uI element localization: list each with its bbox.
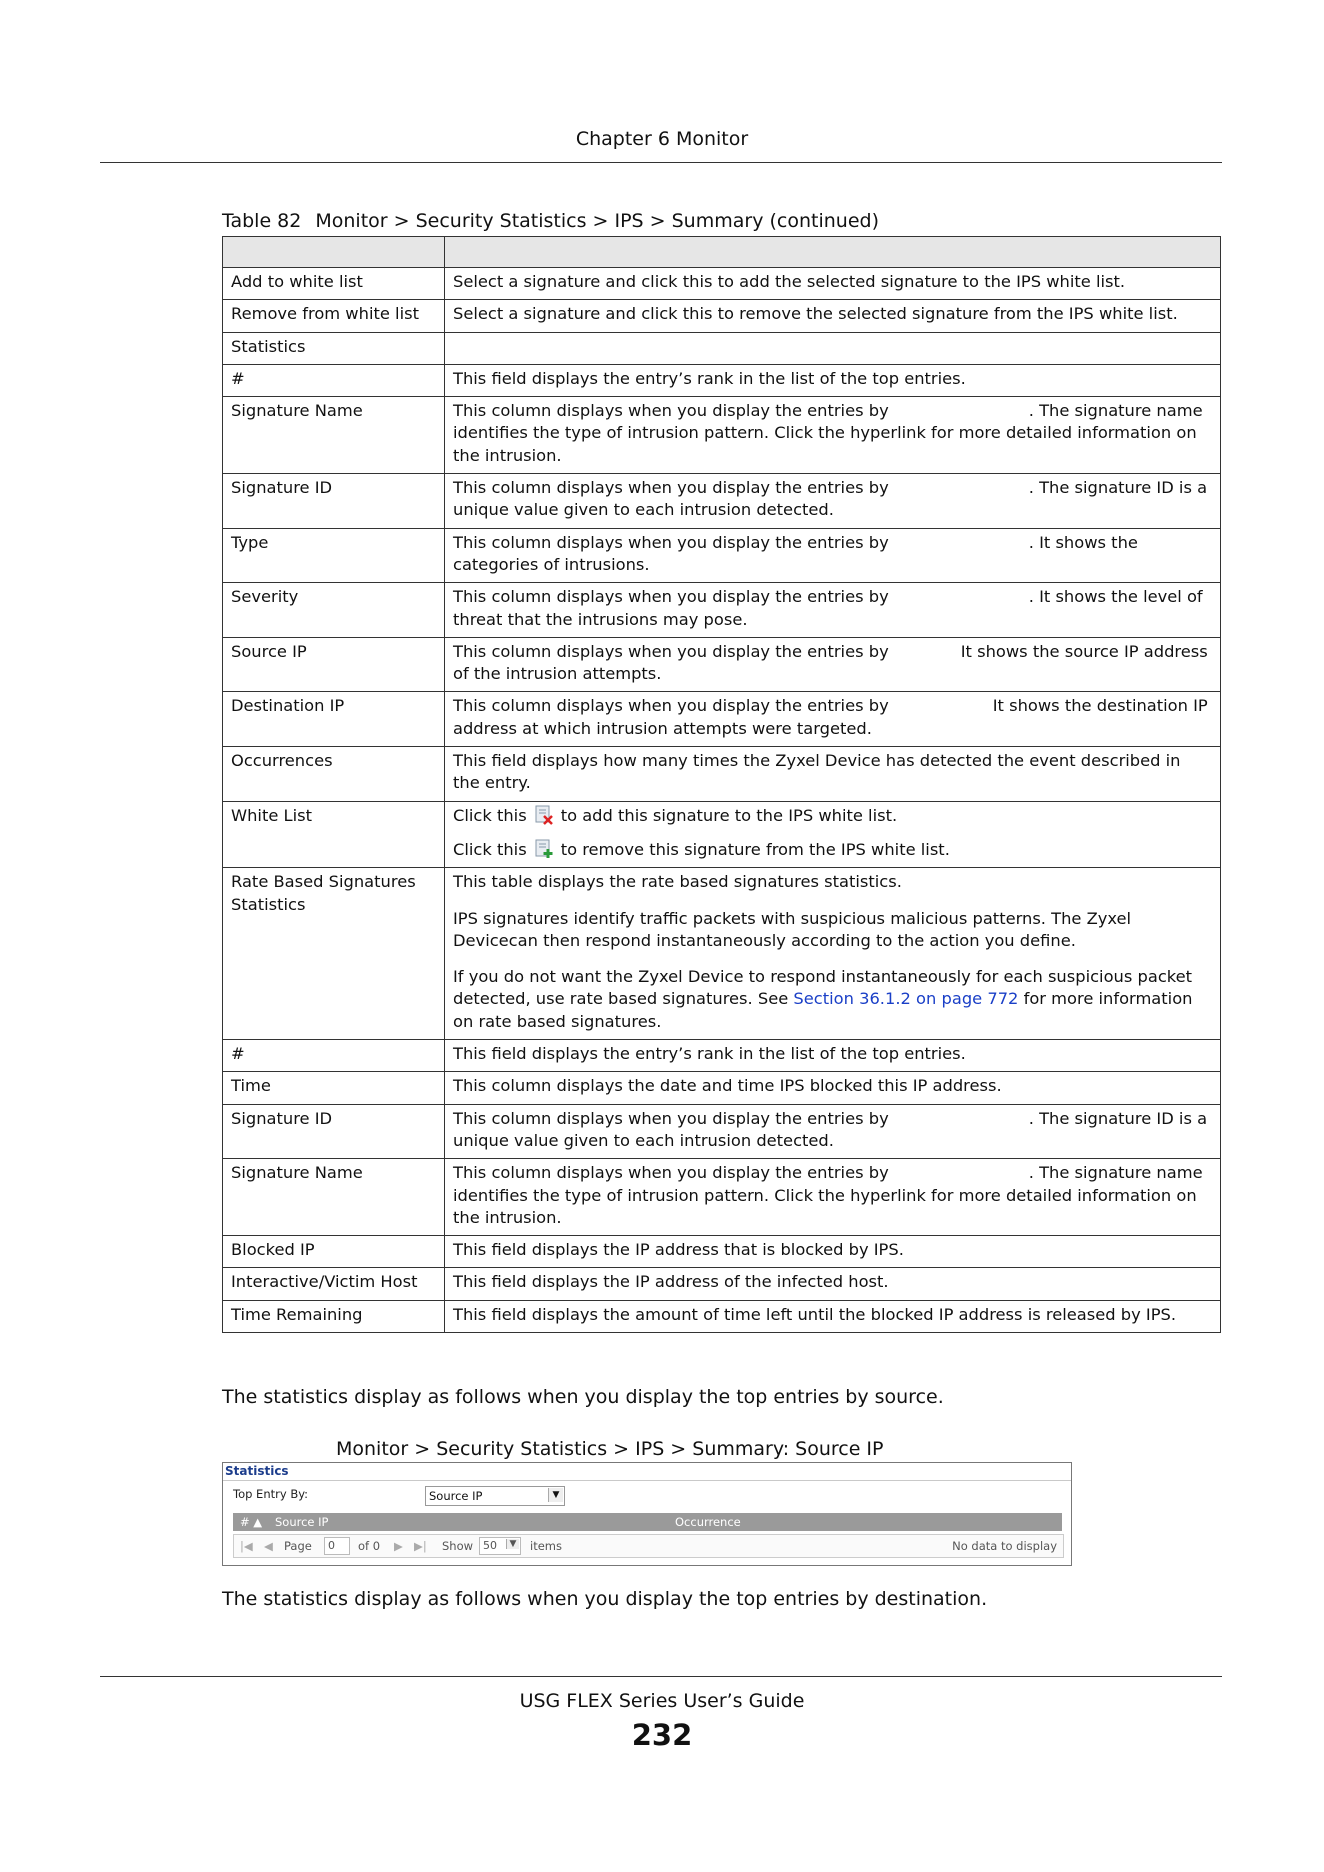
header-rule bbox=[100, 162, 1222, 163]
table-row bbox=[223, 332, 1221, 364]
table-row bbox=[223, 474, 1221, 529]
desc-part: . The signature ID is a unique value given to each intrusion detected. bbox=[453, 1108, 1208, 1150]
row-description: Select a signature and click this to add the selected signature to the IPS white list. bbox=[445, 268, 1221, 300]
figure-caption: Monitor > Security Statistics > IPS > Summary: Source IP bbox=[336, 1438, 884, 1460]
desc-part: This column displays when you display the entries by bbox=[453, 401, 889, 421]
row-description bbox=[445, 637, 1221, 692]
row-label: # bbox=[223, 364, 445, 396]
row-label: Signature ID bbox=[223, 474, 445, 529]
pager-bar bbox=[233, 1534, 1064, 1558]
desc-part: Click this bbox=[453, 839, 527, 859]
col-occurrence[interactable]: Occurrence bbox=[675, 1515, 741, 1529]
table-row bbox=[223, 1040, 1221, 1072]
table-row bbox=[223, 637, 1221, 692]
chevron-down-icon[interactable]: ▼ bbox=[506, 1539, 519, 1549]
row-description: This field displays the entry’s rank in the list of the top entries. bbox=[445, 1040, 1221, 1072]
show-label: Show bbox=[442, 1539, 474, 1553]
desc-part: . The signature name identifies the type of intrusion pattern. Click the hyperlink for more detailed information on the intrusion. bbox=[453, 401, 1203, 465]
table-row bbox=[223, 528, 1221, 583]
desc-part: to add this signature to the IPS white list. bbox=[560, 805, 898, 825]
desc-part: Click this bbox=[453, 805, 527, 825]
header-description-cell bbox=[445, 237, 1221, 268]
table-row bbox=[223, 364, 1221, 396]
page-size-select[interactable] bbox=[479, 1537, 521, 1555]
statistics-title: Statistics bbox=[225, 1464, 289, 1478]
row-description bbox=[445, 692, 1221, 747]
chevron-down-icon[interactable]: ▼ bbox=[548, 1488, 563, 1502]
desc-part: . It shows the level of threat that the intrusions may pose. bbox=[453, 587, 1203, 629]
prev-page-icon[interactable]: ◀ bbox=[264, 1539, 273, 1553]
table-row bbox=[223, 747, 1221, 802]
row-description bbox=[445, 474, 1221, 529]
desc-paragraph: IPS signatures identify traffic packets with suspicious malicious patterns. The Zyxel Devicecan then respond instantaneously according to the action you define. bbox=[453, 908, 1132, 950]
row-label: Destination IP bbox=[223, 692, 445, 747]
row-label: Interactive/Victim Host bbox=[223, 1268, 445, 1300]
table-caption bbox=[222, 210, 879, 232]
desc-part: . The signature name identifies the type of intrusion pattern. Click the hyperlink for more detailed information on the intrusion. bbox=[453, 1163, 1203, 1227]
next-page-icon[interactable]: ▶ bbox=[394, 1539, 403, 1553]
row-label: Remove from white list bbox=[223, 300, 445, 332]
desc-part: This column displays when you display the entries by bbox=[453, 641, 889, 661]
desc-part: This column displays when you display the entries by bbox=[453, 587, 889, 607]
table-row bbox=[223, 868, 1221, 1040]
row-description bbox=[445, 1159, 1221, 1236]
items-label: items bbox=[530, 1539, 562, 1553]
top-entry-select[interactable] bbox=[425, 1486, 565, 1506]
desc-part: . The signature ID is a unique value given to each intrusion detected. bbox=[453, 478, 1208, 520]
table-row bbox=[223, 1236, 1221, 1268]
row-label: Signature Name bbox=[223, 1159, 445, 1236]
table-row bbox=[223, 1104, 1221, 1159]
row-description: This field displays the IP address that is blocked by IPS. bbox=[445, 1236, 1221, 1268]
row-description bbox=[445, 332, 1221, 364]
row-label: Source IP bbox=[223, 637, 445, 692]
desc-part: to remove this signature from the IPS white list. bbox=[560, 839, 950, 859]
desc-part: This column displays when you display the entries by bbox=[453, 532, 889, 552]
row-label: Statistics bbox=[223, 332, 445, 364]
row-description: This field displays the IP address of the infected host. bbox=[445, 1268, 1221, 1300]
top-entry-label: Top Entry By: bbox=[233, 1487, 309, 1501]
table-row bbox=[223, 1268, 1221, 1300]
table-number: Table 82 bbox=[222, 210, 302, 232]
desc-part: If you do not want the Zyxel Device to respond instantaneously for each suspicious packet detected, use rate based signatures. See bbox=[453, 967, 1193, 1009]
desc-part: It shows the destination IP address at which intrusion attempts were targeted. bbox=[453, 696, 1208, 738]
ips-summary-table bbox=[222, 236, 1221, 1333]
desc-part: It shows the source IP address of the intrusion attempts. bbox=[453, 641, 1208, 684]
row-label: Occurrences bbox=[223, 747, 445, 802]
row-description: This field displays the entry’s rank in the list of the top entries. bbox=[445, 364, 1221, 396]
row-description: This column displays the date and time IPS blocked this IP address. bbox=[445, 1072, 1221, 1104]
row-description bbox=[445, 583, 1221, 638]
page-input-value: 0 bbox=[328, 1539, 335, 1552]
row-label: Add to white list bbox=[223, 268, 445, 300]
desc-part: This column displays when you display the entries by bbox=[453, 478, 889, 498]
section-link[interactable]: Section 36.1.2 on page 772 bbox=[793, 989, 1019, 1009]
page-label: Page bbox=[284, 1539, 312, 1553]
table-row bbox=[223, 300, 1221, 332]
row-description: Select a signature and click this to remove the selected signature from the IPS white list. bbox=[445, 300, 1221, 332]
statistics-screenshot bbox=[222, 1462, 1072, 1566]
table-row bbox=[223, 397, 1221, 474]
row-label: White List bbox=[223, 801, 445, 868]
desc-part: for more information on rate based signatures. bbox=[453, 989, 1193, 1031]
table-row bbox=[223, 1072, 1221, 1104]
desc-part: This column displays when you display the entries by bbox=[453, 1163, 889, 1183]
last-page-icon[interactable]: ▶| bbox=[414, 1539, 427, 1553]
footer-rule bbox=[100, 1676, 1222, 1677]
row-description: This field displays the amount of time left until the blocked IP address is released by IPS. bbox=[445, 1300, 1221, 1332]
table-row bbox=[223, 1300, 1221, 1332]
row-description bbox=[445, 397, 1221, 474]
whitelist-add-icon[interactable] bbox=[535, 805, 555, 825]
chapter-header: Chapter 6 Monitor bbox=[575, 128, 749, 150]
row-label: Severity bbox=[223, 583, 445, 638]
col-rank-sort[interactable]: # ▲ bbox=[240, 1515, 263, 1529]
row-description: This field displays how many times the Zyxel Device has detected the event described in the entry. bbox=[445, 747, 1221, 802]
desc-part: This column displays when you display the entries by bbox=[453, 696, 889, 716]
row-description bbox=[445, 801, 1221, 868]
whitelist-remove-icon[interactable] bbox=[535, 839, 555, 859]
no-data-message: No data to display bbox=[952, 1539, 1057, 1553]
row-description bbox=[445, 868, 1221, 1040]
desc-part: . It shows the categories of intrusions. bbox=[453, 532, 1138, 574]
desc-paragraph bbox=[453, 966, 1212, 1033]
page-size-value: 50 bbox=[483, 1539, 497, 1552]
row-label: Signature Name bbox=[223, 397, 445, 474]
row-label: Time bbox=[223, 1072, 445, 1104]
top-entry-value: Source IP bbox=[429, 1489, 483, 1503]
row-label: Rate Based Signatures Statistics bbox=[223, 868, 445, 1040]
table-header-row bbox=[223, 237, 1221, 268]
body-paragraph-destination: The statistics display as follows when you display the top entries by destination. bbox=[222, 1588, 988, 1610]
table-row bbox=[223, 801, 1221, 868]
col-source-ip[interactable]: Source IP bbox=[275, 1515, 329, 1529]
row-description bbox=[445, 528, 1221, 583]
table-row bbox=[223, 692, 1221, 747]
first-page-icon[interactable]: |◀ bbox=[240, 1539, 253, 1553]
title-divider bbox=[223, 1480, 1071, 1481]
body-paragraph-source: The statistics display as follows when you display the top entries by source. bbox=[222, 1386, 944, 1408]
row-label: # bbox=[223, 1040, 445, 1072]
desc-part: This column displays when you display the entries by bbox=[453, 1108, 889, 1128]
row-label: Blocked IP bbox=[223, 1236, 445, 1268]
row-label: Signature ID bbox=[223, 1104, 445, 1159]
desc-paragraph: This table displays the rate based signatures statistics. bbox=[453, 872, 902, 892]
table-title: Monitor > Security Statistics > IPS > Summary (continued) bbox=[315, 210, 879, 232]
header-label-cell bbox=[223, 237, 445, 268]
table-row bbox=[223, 268, 1221, 300]
row-label: Type bbox=[223, 528, 445, 583]
page-count: of 0 bbox=[358, 1539, 381, 1553]
row-label: Time Remaining bbox=[223, 1300, 445, 1332]
row-description bbox=[445, 1104, 1221, 1159]
page-number: 232 bbox=[631, 1718, 693, 1752]
table-row bbox=[223, 1159, 1221, 1236]
table-row bbox=[223, 583, 1221, 638]
page-input[interactable] bbox=[324, 1537, 350, 1555]
guide-title: USG FLEX Series User’s Guide bbox=[519, 1690, 805, 1712]
grid-header bbox=[233, 1513, 1062, 1531]
